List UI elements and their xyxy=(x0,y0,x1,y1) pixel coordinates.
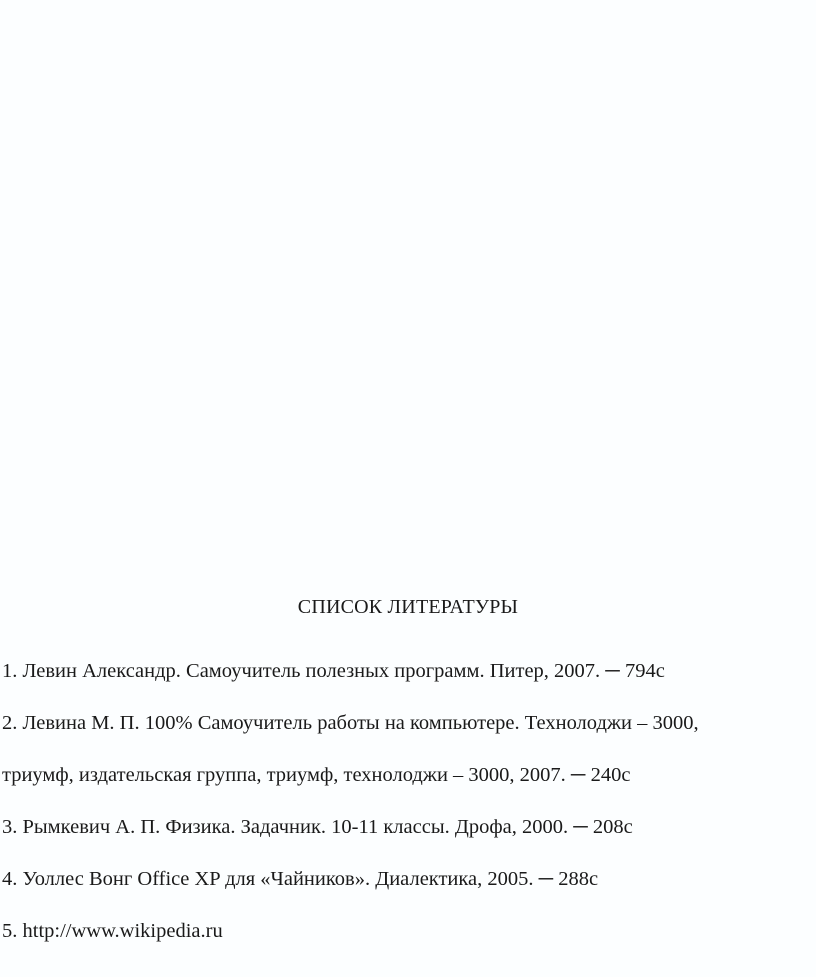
reference-item-2-continuation: триумф, издательская группа, триумф, технолоджи – 3000, 2007. ─ 240с xyxy=(2,764,631,786)
reference-list xyxy=(0,656,816,968)
reference-item-1: 1. Левин Александр. Самоучитель полезных программ. Питер, 2007. ─ 794с xyxy=(2,660,665,682)
reference-item-3: 3. Рымкевич А. П. Физика. Задачник. 10-11 классы. Дрофа, 2000. ─ 208с xyxy=(2,816,633,838)
reference-item-5: 5. http://www.wikipedia.ru xyxy=(2,920,223,942)
reference-item-2: 2. Левина М. П. 100% Самоучитель работы на компьютере. Технолоджи – 3000, xyxy=(2,712,699,734)
bibliography-heading: СПИСОК ЛИТЕРАТУРЫ xyxy=(297,596,519,618)
reference-item-4: 4. Уоллес Вонг Office XP для «Чайников». Диалектика, 2005. ─ 288с xyxy=(2,868,599,890)
